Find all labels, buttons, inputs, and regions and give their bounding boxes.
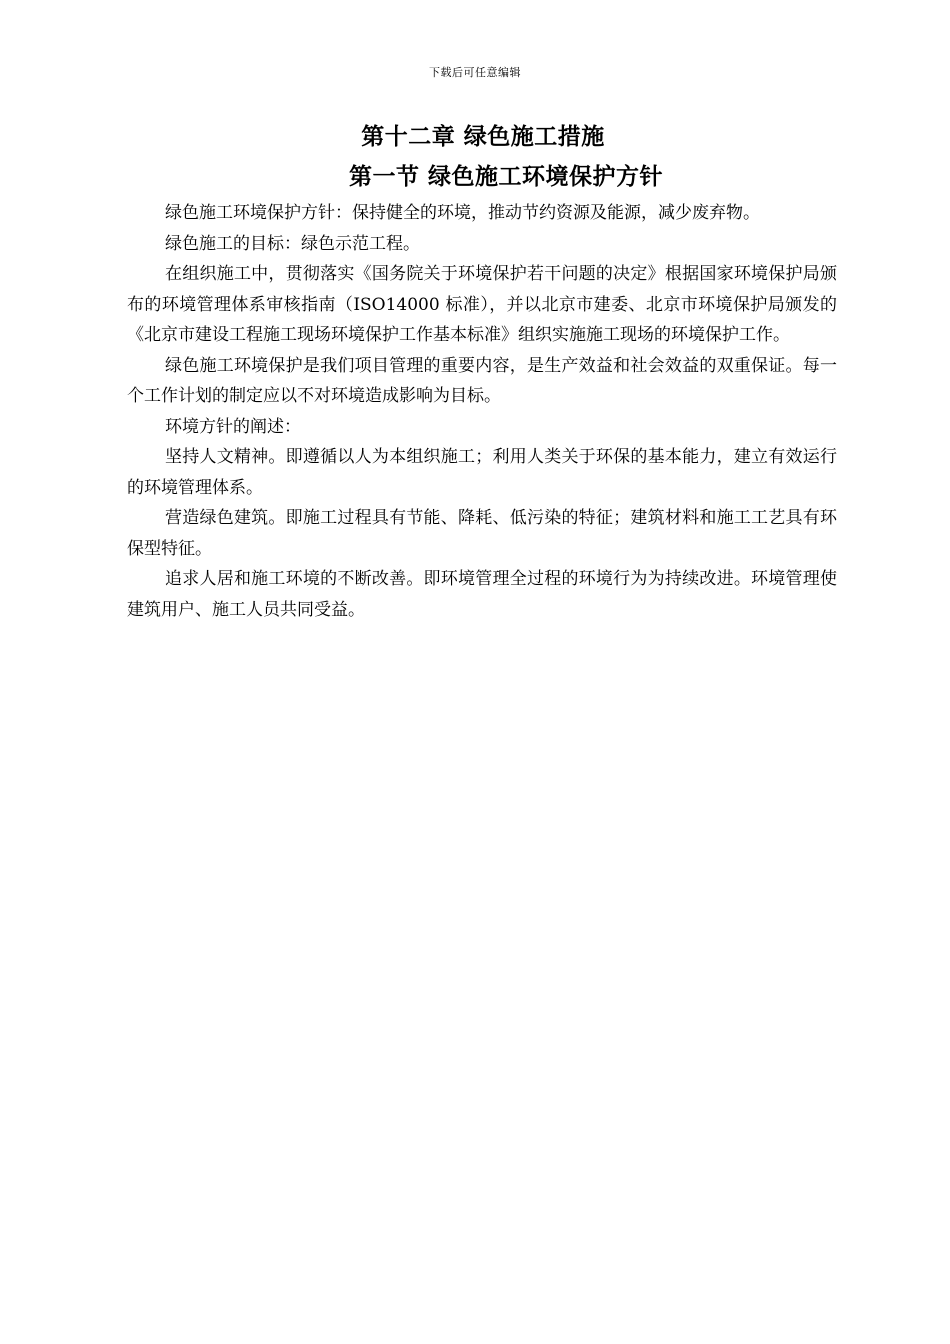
header-note: 下载后可任意编辑 [429, 66, 521, 79]
paragraph-improvement: 追求人居和施工环境的不断改善。即环境管理全过程的环境行为为持续改进。环境管理使建筑用户、施工人员共同受益。 [127, 569, 837, 620]
paragraph-importance: 绿色施工环境保护是我们项目管理的重要内容，是生产效益和社会效益的双重保证。每一个工作计划的制定应以不对环境造成影响为目标。 [127, 355, 837, 406]
paragraph-implementation: 在组织施工中，贯彻落实《国务院关于环境保护若干问题的决定》根据国家环境保护局颁布的环境管理体系审核指南（ISO14000 标准），并以北京市建委、北京市环境保护局颁发的《北京市建设工程施工现场环境保护工作基本标准》组织实施施工现场的环境保护工作。 [127, 264, 837, 345]
paragraph-policy-explanation: 环境方针的阐述： [165, 416, 301, 437]
section-title: 第一节 绿色施工环境保护方针 [348, 163, 663, 190]
paragraph-policy: 绿色施工环境保护方针：保持健全的环境，推动节约资源及能源，减少废弃物。 [165, 203, 760, 223]
chapter-title: 第十二章 绿色施工措施 [361, 123, 605, 150]
paragraph-humanism: 坚持人文精神。即遵循以人为本组织施工；利用人类关于环保的基本能力，建立有效运行的环境管理体系。 [127, 447, 837, 498]
paragraph-goal: 绿色施工的目标：绿色示范工程。 [165, 233, 420, 254]
document-body [127, 198, 837, 625]
paragraph-green-building: 营造绿色建筑。即施工过程具有节能、降耗、低污染的特征；建筑材料和施工工艺具有环保型特征。 [127, 508, 837, 559]
